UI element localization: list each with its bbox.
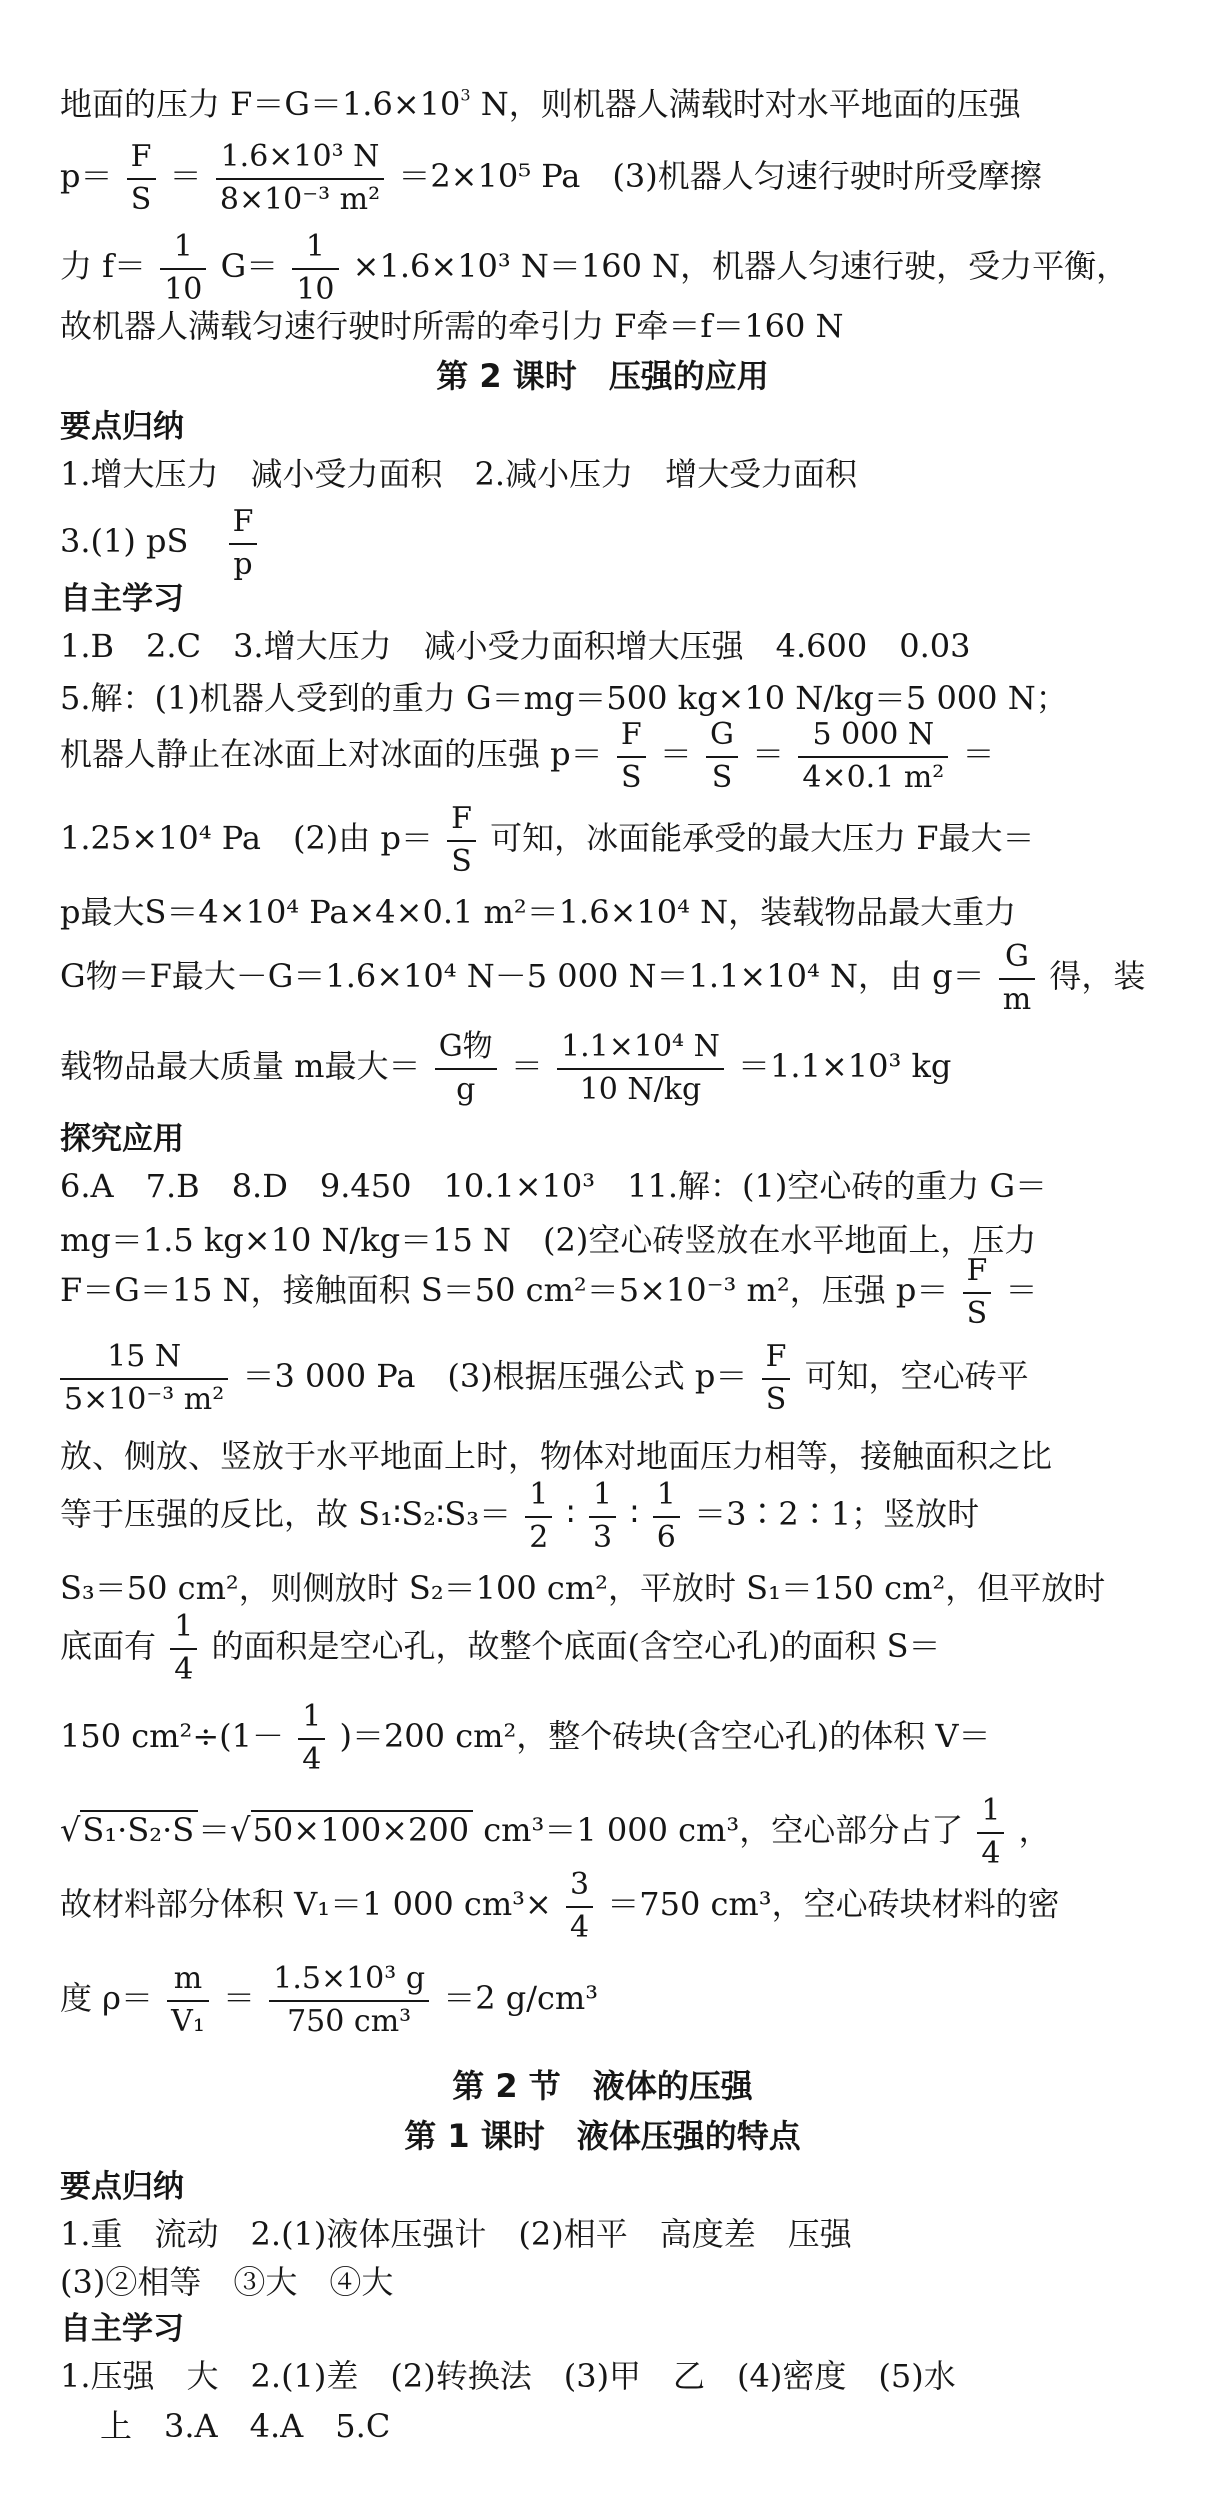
text-run: ＝ <box>1005 1271 1038 1309</box>
denominator: 10 <box>164 271 203 307</box>
text-line: S₃＝50 cm²，则侧放时 S₂＝100 cm²，平放时 S₁＝150 cm²，但平放时 <box>60 1569 1106 1607</box>
formula-line <box>60 1962 598 2039</box>
text-run: 1.25×10⁴ Pa (2)由 p＝ <box>60 819 433 857</box>
numerator: 5 000 N <box>798 718 948 758</box>
formula-line <box>60 1868 1060 1945</box>
denominator: 5×10⁻³ m² <box>64 1381 225 1417</box>
text-run: 等于压强的反比，故 S₁∶S₂∶S₃＝ <box>60 1495 512 1533</box>
text-run: ＝ <box>223 1979 256 2017</box>
fraction <box>617 718 646 795</box>
denominator: S <box>711 759 733 795</box>
section-heading: 第 1 课时 液体压强的特点 <box>404 2117 801 2155</box>
denominator: V₁ <box>171 2003 205 2039</box>
numerator: 1 <box>653 1478 680 1518</box>
numerator: G物 <box>435 1030 497 1070</box>
text-run: 底面有 <box>60 1627 157 1665</box>
sqrt-sign: √ <box>60 1811 81 1849</box>
text-run: ＝750 cm³，空心砖块材料的密 <box>607 1885 1060 1923</box>
text-line: 1.压强 大 2.(1)差 (2)转换法 (3)甲 乙 (4)密度 (5)水 <box>60 2357 956 2395</box>
formula-line <box>60 718 995 795</box>
text-run: 度 ρ＝ <box>60 1979 153 2017</box>
numerator: 1 <box>589 1478 616 1518</box>
denominator: 750 cm³ <box>287 2003 412 2039</box>
denominator: 4×0.1 m² <box>802 759 945 795</box>
text-run: 可知，空心砖平 <box>804 1357 1029 1395</box>
text-line: 1.重 流动 2.(1)液体压强计 (2)相平 高度差 压强 <box>60 2215 852 2253</box>
fraction <box>127 140 156 217</box>
fraction <box>706 718 738 795</box>
fraction <box>216 140 384 217</box>
text-run: G＝ <box>220 247 279 285</box>
numerator: F <box>447 802 476 842</box>
formula-line <box>60 505 261 582</box>
text-run: ∶ <box>630 1495 639 1533</box>
text-run: ＝3 000 Pa (3)根据压强公式 p＝ <box>242 1357 748 1395</box>
subsection-heading: 要点归纳 <box>60 409 184 445</box>
text-run: 地面的压力 F＝G＝1.6×10 <box>60 85 461 123</box>
formula-line <box>60 802 1035 879</box>
text-run: ＝2 g/cm³ <box>443 1979 599 2017</box>
text-run: 力 f＝ <box>60 247 147 285</box>
denominator: m <box>1002 981 1032 1017</box>
numerator: 1.1×10⁴ N <box>557 1030 724 1070</box>
text-run: ∶ <box>566 1495 575 1533</box>
text-run: F＝G＝15 N，接触面积 S＝50 cm²＝5×10⁻³ m²，压强 p＝ <box>60 1271 949 1309</box>
text-line <box>60 85 1021 123</box>
fraction <box>977 1794 1004 1871</box>
fraction <box>762 1340 791 1417</box>
denominator: 3 <box>593 1519 613 1555</box>
text-run: ＝ <box>962 735 995 773</box>
formula-line <box>60 1700 991 1777</box>
formula-line <box>60 230 1128 307</box>
fraction <box>167 1962 209 2039</box>
denominator: 4 <box>569 1909 590 1945</box>
denominator: S <box>620 759 642 795</box>
text-run: ＝2×10⁵ Pa (3)机器人匀速行驶时所受摩擦 <box>398 157 1042 195</box>
denominator: 4 <box>981 1835 1001 1871</box>
numerator: 1 <box>160 230 206 270</box>
numerator: 15 N <box>60 1340 228 1380</box>
text-run: N，则机器人满载时对水平地面的压强 <box>470 85 1021 123</box>
fraction <box>566 1868 593 1945</box>
fraction <box>435 1030 497 1107</box>
text-line: 故机器人满载匀速行驶时所需的牵引力 F牵＝f＝160 N <box>60 307 844 345</box>
sqrt-content: S₁·S₂·S <box>80 1810 198 1846</box>
text-run: ＝3∶2∶1；竖放时 <box>694 1495 980 1533</box>
formula-line <box>60 1610 941 1687</box>
numerator: G <box>999 940 1035 980</box>
denominator: 10 <box>296 271 335 307</box>
fraction <box>298 1700 325 1777</box>
text-line: (3)②相等 ③大 ④大 <box>60 2263 394 2301</box>
denominator: S <box>765 1381 787 1417</box>
formula-line <box>60 140 1042 217</box>
numerator: 1 <box>292 230 338 270</box>
numerator: F <box>963 1254 992 1294</box>
text-run: 3.(1) pS <box>60 522 189 560</box>
fraction <box>160 230 206 307</box>
denominator: S <box>130 181 152 217</box>
fraction <box>963 1254 992 1331</box>
text-line: p最大S＝4×10⁴ Pa×4×0.1 m²＝1.6×10⁴ N，装载物品最大重力 <box>60 893 1017 931</box>
text-run: 故材料部分体积 V₁＝1 000 cm³× <box>60 1885 552 1923</box>
fraction <box>653 1478 680 1555</box>
text-run: p＝ <box>60 157 113 195</box>
text-run: ＝ <box>659 735 692 773</box>
denominator: g <box>456 1071 476 1107</box>
text-run: ＝ <box>752 735 785 773</box>
numerator: 1 <box>977 1794 1004 1834</box>
fraction <box>269 1962 429 2039</box>
text-run: ＝√ <box>198 1811 251 1849</box>
text-run: cm³＝1 000 cm³，空心部分占了 <box>473 1811 964 1849</box>
text-run: G物＝F最大－G＝1.6×10⁴ N－5 000 N＝1.1×10⁴ N，由 g＝ <box>60 957 985 995</box>
numerator: 1 <box>298 1700 325 1740</box>
formula-line <box>60 1254 1038 1331</box>
numerator: F <box>762 1340 791 1380</box>
numerator: m <box>167 1962 209 2002</box>
fraction <box>589 1478 616 1555</box>
numerator: 3 <box>566 1868 593 1908</box>
denominator: 4 <box>174 1651 194 1687</box>
subsection-heading: 自主学习 <box>60 581 184 617</box>
formula-line <box>60 1030 951 1107</box>
text-run: ， <box>1018 1811 1051 1849</box>
text-line: 放、侧放、竖放于水平地面上时，物体对地面压力相等，接触面积之比 <box>60 1437 1053 1475</box>
text-run: 得，装 <box>1049 957 1146 995</box>
fraction <box>292 230 338 307</box>
subsection-heading: 自主学习 <box>60 2311 184 2347</box>
text-run: ＝1.1×10³ kg <box>738 1047 952 1085</box>
denominator: 6 <box>656 1519 676 1555</box>
fraction <box>60 1340 228 1417</box>
numerator: 1 <box>525 1478 552 1518</box>
numerator: 1 <box>170 1610 197 1650</box>
text-run: ＝ <box>169 157 202 195</box>
section-heading: 第 2 课时 压强的应用 <box>436 357 769 395</box>
numerator: F <box>127 140 156 180</box>
sqrt-content: 50×100×200 <box>251 1810 474 1846</box>
fraction <box>999 940 1035 1017</box>
text-line: 5.解：(1)机器人受到的重力 G＝mg＝500 kg×10 N/kg＝5 000 N； <box>60 679 1068 717</box>
formula-line <box>60 1478 979 1555</box>
denominator: 8×10⁻³ m² <box>219 181 381 217</box>
text-run: 可知，冰面能承受的最大压力 F最大＝ <box>490 819 1035 857</box>
text-line: 上 3.A 4.A 5.C <box>100 2407 391 2445</box>
subsection-heading: 要点归纳 <box>60 2169 184 2205</box>
numerator: F <box>617 718 646 758</box>
text-line: 1.B 2.C 3.增大压力 减小受力面积增大压强 4.600 0.03 <box>60 627 971 665</box>
fraction <box>557 1030 724 1107</box>
denominator: S <box>451 843 472 879</box>
subsection-heading: 探究应用 <box>60 1121 184 1157</box>
numerator: 1.6×10³ N <box>216 140 384 180</box>
text-line: 1.增大压力 减小受力面积 2.减小压力 增大受力面积 <box>60 455 858 493</box>
fraction <box>229 505 258 582</box>
numerator: F <box>229 505 258 545</box>
text-line: 6.A 7.B 8.D 9.450 10.1×10³ 11.解：(1)空心砖的重力 G＝ <box>60 1167 1048 1205</box>
superscript: 3 <box>460 85 471 105</box>
fraction <box>170 1610 197 1687</box>
formula-line <box>60 1340 1029 1417</box>
numerator: 1.5×10³ g <box>269 1962 429 2002</box>
denominator: S <box>966 1295 988 1331</box>
section-heading: 第 2 节 液体的压强 <box>452 2067 753 2105</box>
text-run: 的面积是空心孔，故整个底面(含空心孔)的面积 S＝ <box>211 1627 941 1665</box>
formula-line <box>60 1794 1051 1871</box>
fraction <box>447 802 476 879</box>
text-line: mg＝1.5 kg×10 N/kg＝15 N (2)空心砖竖放在水平地面上，压力 <box>60 1221 1037 1259</box>
numerator: G <box>706 718 738 758</box>
denominator: 2 <box>529 1519 549 1555</box>
text-run: )＝200 cm²，整个砖块(含空心孔)的体积 V＝ <box>339 1717 991 1755</box>
text-run: ×1.6×10³ N＝160 N，机器人匀速行驶，受力平衡， <box>352 247 1129 285</box>
text-run: 载物品最大质量 m最大＝ <box>60 1047 421 1085</box>
denominator: 10 N/kg <box>579 1071 702 1107</box>
text-run: 150 cm²÷(1－ <box>60 1717 285 1755</box>
fraction <box>525 1478 552 1555</box>
formula-line <box>60 940 1145 1017</box>
denominator: p <box>233 546 253 582</box>
text-run: ＝ <box>510 1047 543 1085</box>
denominator: 4 <box>302 1741 322 1777</box>
fraction <box>798 718 948 795</box>
text-run: 机器人静止在冰面上对冰面的压强 p＝ <box>60 735 603 773</box>
